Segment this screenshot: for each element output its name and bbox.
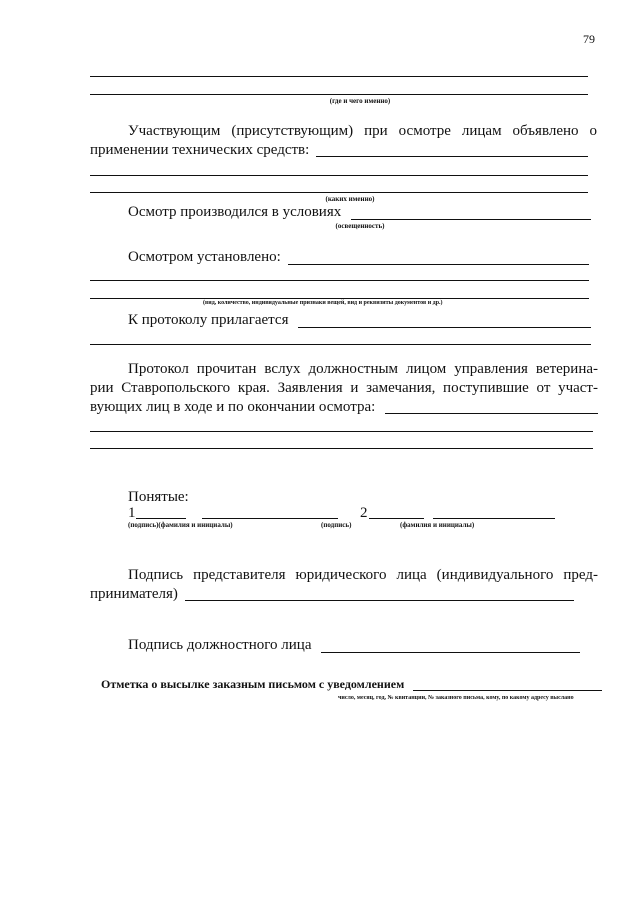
witness-1-sign-line: [136, 518, 186, 519]
read-text-line1: Протокол прочитан вслух должностным лицом управления ветерина-: [128, 361, 598, 377]
caption-which: (каких именно): [325, 195, 375, 203]
blank-line: [351, 219, 591, 220]
caption-witness-2-name: (фамилия и инициалы): [400, 521, 475, 529]
witness-1-name-line: [202, 518, 338, 519]
caption-items: (вид, количество, индивидуальные признаки вещей, вид и реквизиты документов и др.): [203, 300, 443, 306]
caption-mail: число, месяц, год, № квитанции, № заказного письма, кому, по какому адресу выслано: [338, 695, 574, 701]
blank-line: [90, 448, 593, 449]
legal-sign-text-line1: Подпись представителя юридического лица (индивидуального пред-: [128, 567, 598, 583]
blank-line: [316, 156, 588, 157]
established-label: Осмотром установлено:: [128, 249, 281, 265]
blank-line: [185, 600, 574, 601]
caption-where: (где и чего именно): [329, 97, 391, 105]
caption-witness-2-sign: (подпись): [321, 521, 352, 529]
witness-2-name-line: [433, 518, 555, 519]
caption-witness-1: (подпись)(фамилия и инициалы): [128, 521, 233, 529]
blank-line: [385, 413, 598, 414]
blank-line: [413, 690, 602, 691]
attached-label: К протоколу прилагается: [128, 312, 289, 328]
witness-2-number: 2: [360, 505, 368, 521]
blank-line: [321, 652, 580, 653]
caption-lighting: (освещенность): [335, 222, 385, 230]
blank-line: [90, 192, 588, 193]
blank-line: [90, 94, 588, 95]
page-number: 79: [583, 32, 595, 46]
blank-line: [90, 280, 589, 281]
blank-line: [90, 175, 588, 176]
mail-note-label: Отметка о высылке заказным письмом с уведомлением: [101, 677, 405, 691]
tech-means-text-line2: применении технических средств:: [90, 142, 310, 158]
official-sign-label: Подпись должностного лица: [128, 637, 312, 653]
witness-2-sign-line: [369, 518, 424, 519]
tech-means-text-line1: Участвующим (присутствующим) при осмотре лицам объявлено о: [128, 123, 597, 139]
blank-line: [90, 431, 593, 432]
blank-line: [90, 76, 588, 77]
blank-line: [90, 344, 591, 345]
blank-line: [298, 327, 591, 328]
blank-line: [288, 264, 589, 265]
read-text-line2: рии Ставропольского края. Заявления и замечания, поступившие от участ-: [90, 380, 598, 396]
witnesses-label: Понятые:: [128, 489, 189, 505]
conditions-label: Осмотр производился в условиях: [128, 204, 342, 220]
blank-line: [90, 298, 589, 299]
read-text-line3: вующих лиц в ходе и по окончании осмотра:: [90, 399, 376, 415]
witness-1-number: 1: [128, 505, 136, 521]
legal-sign-text-line2: принимателя): [90, 586, 178, 602]
